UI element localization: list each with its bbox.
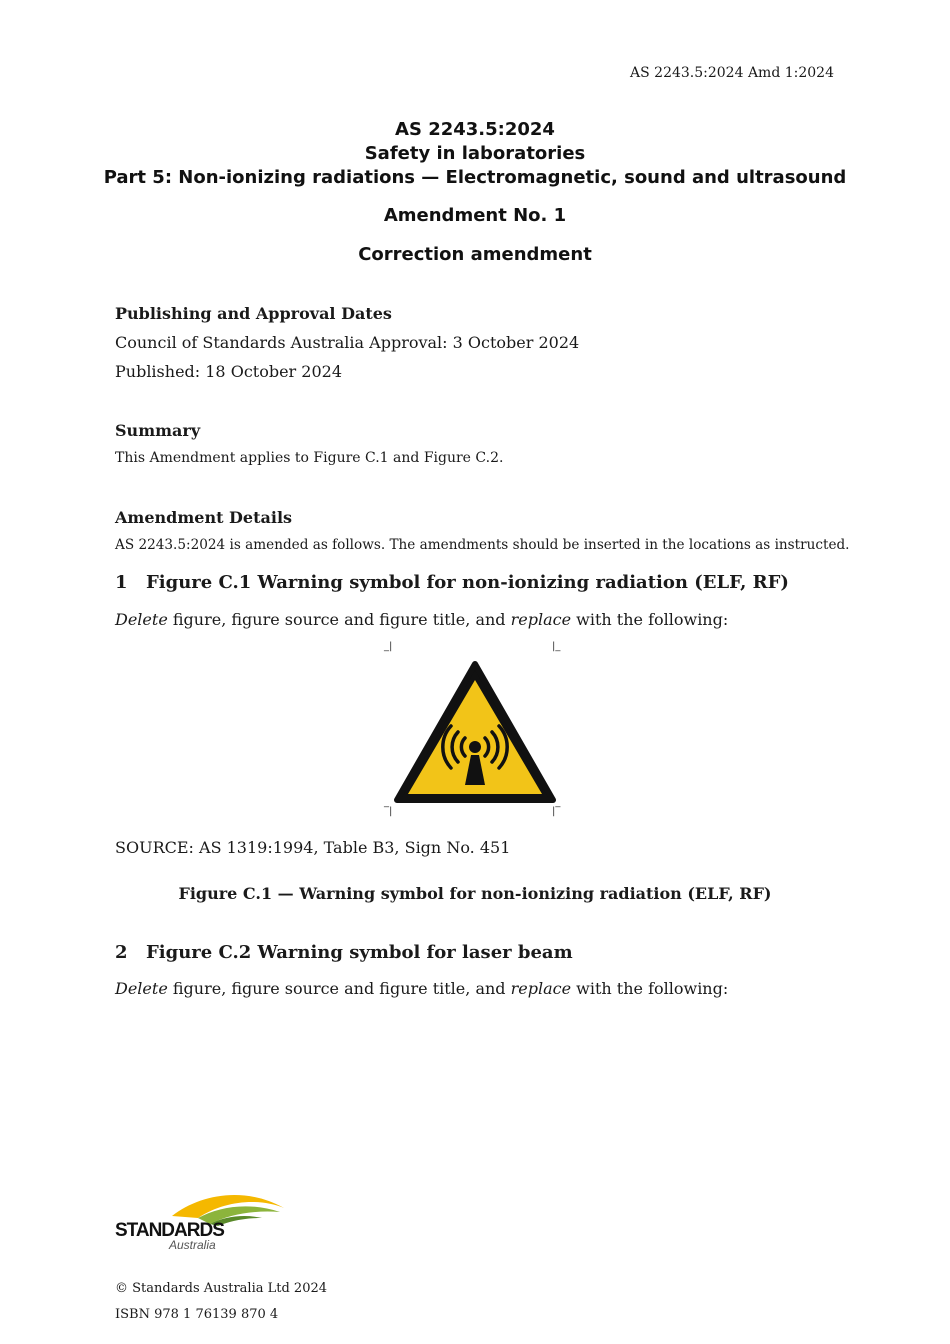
clause-2-delete: Delete (115, 979, 168, 998)
crop-mark-top-left: _| (384, 641, 393, 652)
clause-2-instr-mid: figure, figure source and figure title, and (167, 979, 511, 998)
clause-1-heading (115, 572, 789, 593)
approval-date: Council of Standards Australia Approval: 3 October 2024 (115, 333, 580, 352)
details-text: AS 2243.5:2024 is amended as follows. The amendments should be inserted in the locations as instructed. (115, 537, 850, 553)
clause-2-instruction (115, 979, 728, 998)
document-title (0, 118, 950, 190)
antenna-dot (469, 741, 481, 753)
clause-1-number: 1 (115, 572, 128, 593)
clause-2-title: Figure C.2 Warning symbol for laser beam (146, 942, 573, 963)
clause-2-replace: replace (510, 979, 572, 998)
crop-mark-top-right: |_ (552, 641, 561, 652)
details-heading: Amendment Details (115, 508, 293, 527)
amendment-type: Correction amendment (358, 244, 592, 265)
logo-name: STANDARDS (115, 1220, 224, 1241)
title-standard-number: AS 2243.5:2024 (395, 119, 555, 140)
title-main: Safety in laboratories (364, 143, 586, 164)
copyright: © Standards Australia Ltd 2024 (115, 1281, 328, 1296)
clause-1-instr-end: with the following: (571, 610, 729, 629)
published-date: Published: 18 October 2024 (115, 362, 342, 381)
standards-australia-logo (115, 1188, 290, 1254)
clause-1-title: Figure C.1 Warning symbol for non-ionizing radiation (ELF, RF) (146, 572, 789, 593)
non-ionizing-radiation-warning-icon (393, 660, 557, 805)
summary-text: This Amendment applies to Figure C.1 and Figure C.2. (115, 450, 504, 466)
logo-subtitle: Australia (169, 1238, 216, 1252)
clause-1-instruction (115, 610, 728, 629)
figure-1-caption: Figure C.1 — Warning symbol for non-ionizing radiation (ELF, RF) (178, 884, 772, 903)
isbn: ISBN 978 1 76139 870 4 (115, 1307, 279, 1322)
title-part: Part 5: Non-ionizing radiations — Electromagnetic, sound and ultrasound (103, 167, 847, 188)
summary-heading: Summary (115, 421, 201, 440)
clause-1-replace: replace (510, 610, 572, 629)
clause-1-delete: Delete (115, 610, 168, 629)
clause-2-instr-end: with the following: (571, 979, 729, 998)
clause-2-heading (115, 942, 573, 963)
clause-1-instr-mid: figure, figure source and figure title, and (167, 610, 511, 629)
publishing-heading: Publishing and Approval Dates (115, 304, 392, 323)
amendment-number: Amendment No. 1 (383, 205, 567, 226)
document-reference: AS 2243.5:2024 Amd 1:2024 (630, 65, 834, 81)
figure-1-source: SOURCE: AS 1319:1994, Table B3, Sign No. 451 (115, 838, 511, 857)
crop-mark-bottom-right: |‾ (552, 806, 561, 817)
clause-2-number: 2 (115, 942, 128, 963)
crop-mark-bottom-left: ‾| (384, 806, 393, 817)
